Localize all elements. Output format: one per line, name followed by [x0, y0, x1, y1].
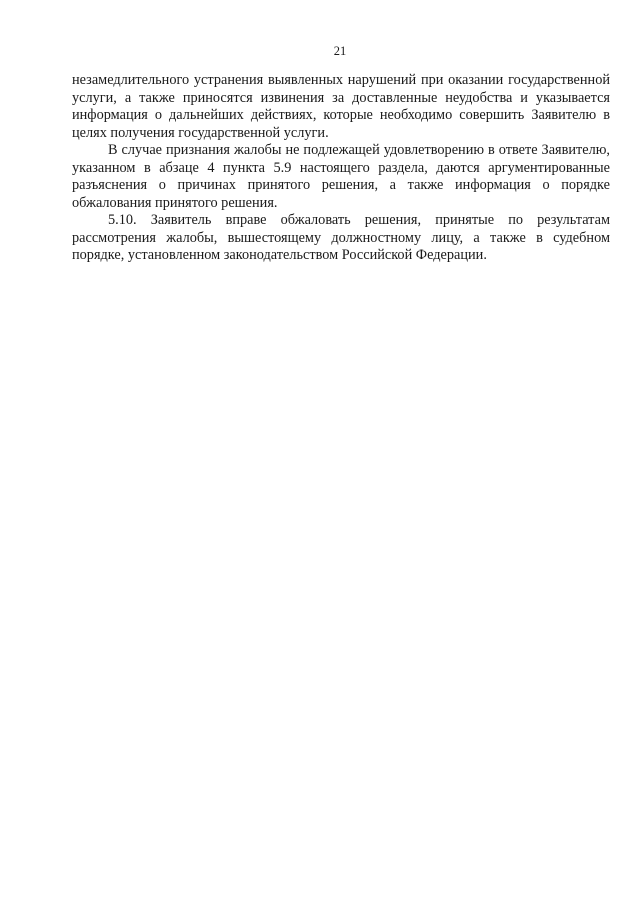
paragraph-5-10-appeal: 5.10. Заявитель вправе обжаловать решения, принятые по результатам рассмотрения жалобы, вышестоящему должностному лицу, а также в судебном порядке, установленном законодательством Российской Федерации.: [72, 212, 610, 263]
document-body: [72, 72, 610, 265]
paragraph-rejection-response: В случае признания жалобы не подлежащей удовлетворению в ответе Заявителю, указанном в абзаце 4 пункта 5.9 настоящего раздела, даются аргументированные разъяснения о причинах принятого решения, а также информация о порядке обжалования принятого решения.: [72, 142, 610, 211]
paragraph-continuation: незамедлительного устранения выявленных нарушений при оказании государственной услуги, а также приносятся извинения за доставленные неудобства и указывается информация о дальнейших действиях, которые необходимо совершить Заявителю в целях получения государственной услуги.: [72, 72, 610, 141]
page-number: 21: [333, 44, 347, 58]
